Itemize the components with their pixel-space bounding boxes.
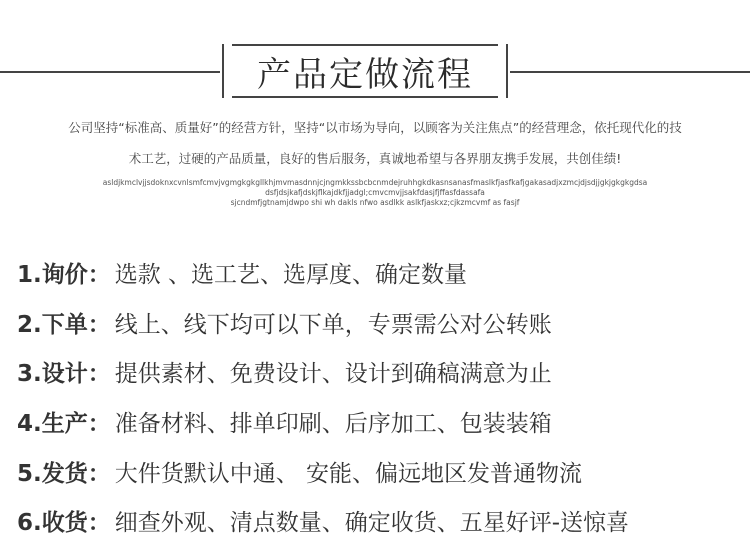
step-text: 选款 、选工艺、选厚度、确定数量 [114,262,468,289]
filler-line-3: sjcndmfjgtnamjdwpo shi wh dakls nfwo asdlkk aslkfjaskxz;cjkzmcvmf as fasjf [230,198,520,207]
title-divider-left [0,71,220,73]
step-label: 2.下单： [17,311,111,338]
intro-line-1: 公司坚持“标准高、质量好”的经营方针，坚持“以市场为导向，以顾客为关注焦点”的经营理念，依托现代化的技 [68,120,682,135]
step-shipping [17,446,742,496]
step-label: 4.生产： [17,411,111,438]
step-label: 3.设计： [17,361,111,388]
step-label: 1.询价： [17,262,111,289]
step-text: 大件货默认中通、 安能、偏远地区发普通物流 [114,460,583,487]
company-intro [8,112,742,174]
step-label: 6.收货： [17,510,111,537]
process-steps [17,248,742,546]
step-production [17,397,742,447]
step-text: 线上、线下均可以下单，专票需公对公转账 [114,311,552,338]
step-order [17,298,742,348]
title-section [0,44,750,104]
step-design [17,347,742,397]
step-inquiry [17,248,742,298]
filler-line-1: asldjkmclvjjsdoknxcvnlsmfcmvjvgmgkgkgllkhjmvmasdnnjcjngmkkssbcbcnmdejruhhgkdkasnsanasfmaslkfjasfkafjgakasadjxzmcjdjsdjjgkjgkgkgdsa [102,178,648,187]
title-frame [222,44,508,98]
filler-text [40,178,710,208]
title-divider-right [510,71,750,73]
filler-line-2: dsfjdsjkafjdskjflkajdkfjjadgl;cmvcmvjjsakfdasjfjffasfdassafa [265,188,485,197]
step-label: 5.发货： [17,460,111,487]
step-text: 细查外观、清点数量、确定收货、五星好评-送惊喜 [114,510,630,537]
page-title: 产品定做流程 [257,54,473,95]
step-text: 提供素材、免费设计、设计到确稿满意为止 [114,361,552,388]
step-text: 准备材料、排单印刷、后序加工、包装装箱 [114,411,552,438]
step-receipt [17,496,742,546]
intro-line-2: 术工艺，过硬的产品质量，良好的售后服务，真诚地希望与各界朋友携手发展，共创佳绩! [128,151,622,166]
